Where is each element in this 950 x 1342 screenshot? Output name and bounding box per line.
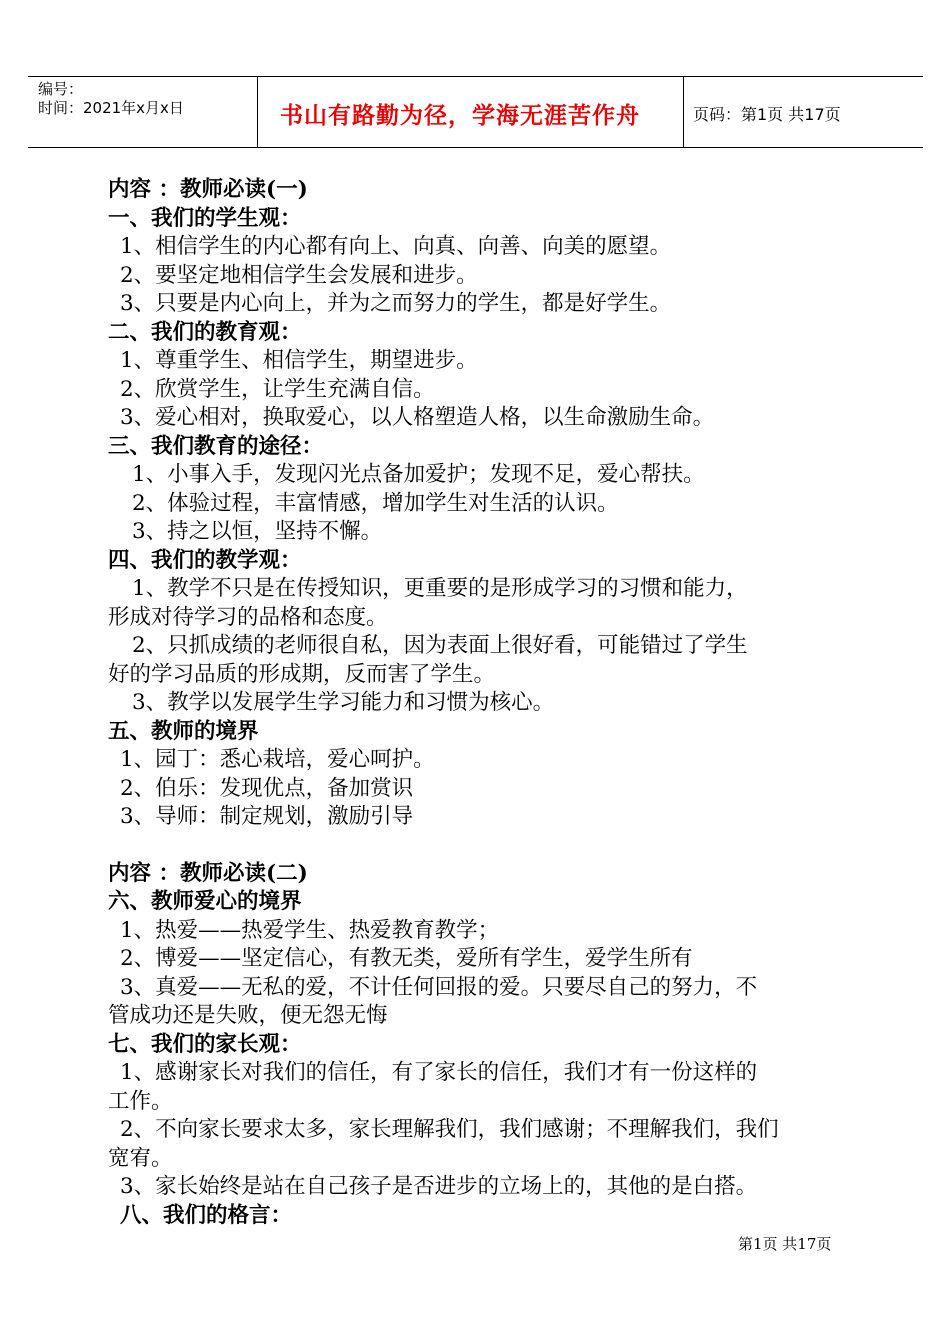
heading-education-view: 二、我们的教育观： bbox=[108, 319, 302, 345]
motto-text: 书山有路勤为径，学海无涯苦作舟 bbox=[280, 103, 640, 129]
list-item: 2、博爱——坚定信心，有教无类，爱所有学生，爱学生所有 bbox=[120, 946, 693, 971]
list-item: 1、热爱——热爱学生、热爱教育教学； bbox=[120, 917, 500, 943]
list-item: 3、导师：制定规划，激励引导 bbox=[120, 804, 414, 829]
list-item-continuation: 好的学习品质的形成期，反而害了学生。 bbox=[108, 661, 496, 687]
document-body bbox=[108, 176, 853, 1230]
list-item: 3、爱心相对，换取爱心，以人格塑造人格，以生命激励生命。 bbox=[120, 405, 715, 430]
section-gap bbox=[108, 832, 853, 860]
header-meta-cell bbox=[28, 77, 257, 147]
list-item: 3、教学以发展学生学习能力和习惯为核心。 bbox=[132, 690, 555, 715]
list-item: 1、园丁：悉心栽培，爱心呵护。 bbox=[120, 747, 435, 772]
list-item: 2、伯乐：发现优点，备加赏识 bbox=[120, 775, 414, 801]
list-item-continuation: 工作。 bbox=[108, 1088, 173, 1114]
footer-page-number: 第1页 共17页 bbox=[738, 1235, 832, 1253]
list-item: 3、真爱——无私的爱，不计任何回报的爱。只要尽自己的努力，不 bbox=[120, 974, 758, 1000]
header-page-info: 页码：第1页 共17页 bbox=[693, 105, 841, 124]
list-item: 2、不向家长要求太多，家长理解我们，我们感谢；不理解我们，我们 bbox=[120, 1117, 779, 1142]
list-item: 2、欣赏学生，让学生充满自信。 bbox=[120, 376, 435, 402]
list-item: 1、相信学生的内心都有向上、向真、向善、向美的愿望。 bbox=[120, 234, 672, 259]
list-item: 3、持之以恒，坚持不懈。 bbox=[132, 519, 383, 544]
heading-teacher-realm: 五、教师的境界 bbox=[108, 718, 259, 744]
section-title-1: 内容 ：教师必读(一) bbox=[108, 177, 308, 202]
heading-student-view: 一、我们的学生观： bbox=[108, 205, 302, 231]
list-item: 1、教学不只是在传授知识，更重要的是形成学习的习惯和能力， bbox=[132, 576, 748, 601]
list-item-continuation: 形成对待学习的品格和态度。 bbox=[108, 604, 388, 630]
header-page-cell bbox=[683, 77, 923, 147]
heading-teaching-view: 四、我们的教学观： bbox=[108, 547, 302, 573]
section-title-2: 内容 ：教师必读(二) bbox=[108, 860, 308, 886]
list-item: 3、家长始终是站在自己孩子是否进步的立场上的，其他的是白搭。 bbox=[120, 1174, 758, 1199]
heading-motto: 八、我们的格言： bbox=[120, 1202, 293, 1228]
list-item-continuation: 宽宥。 bbox=[108, 1145, 173, 1171]
heading-parent-view: 七、我们的家长观： bbox=[108, 1031, 302, 1057]
heading-love-realm: 六、教师爱心的境界 bbox=[108, 889, 302, 914]
list-item: 1、感谢家长对我们的信任，有了家长的信任，我们才有一份这样的 bbox=[120, 1060, 758, 1085]
time-label: 时间：2021年x月x日 bbox=[38, 99, 184, 117]
number-label: 编号： bbox=[38, 80, 84, 98]
list-item: 2、要坚定地相信学生会发展和进步。 bbox=[120, 262, 478, 288]
list-item: 1、小事入手，发现闪光点备加爱护；发现不足，爱心帮扶。 bbox=[132, 462, 705, 487]
document-header bbox=[28, 76, 923, 148]
list-item-continuation: 管成功还是失败，便无怨无悔 bbox=[108, 1003, 388, 1028]
list-item: 2、只抓成绩的老师很自私，因为表面上很好看，可能错过了学生 bbox=[132, 633, 748, 658]
list-item: 2、体验过程，丰富情感，增加学生对生活的认识。 bbox=[132, 490, 619, 516]
list-item: 1、尊重学生、相信学生，期望进步。 bbox=[120, 348, 478, 373]
header-motto-cell bbox=[257, 77, 684, 147]
list-item: 3、只要是内心向上，并为之而努力的学生，都是好学生。 bbox=[120, 291, 672, 316]
heading-education-path: 三、我们教育的途径： bbox=[108, 433, 324, 459]
